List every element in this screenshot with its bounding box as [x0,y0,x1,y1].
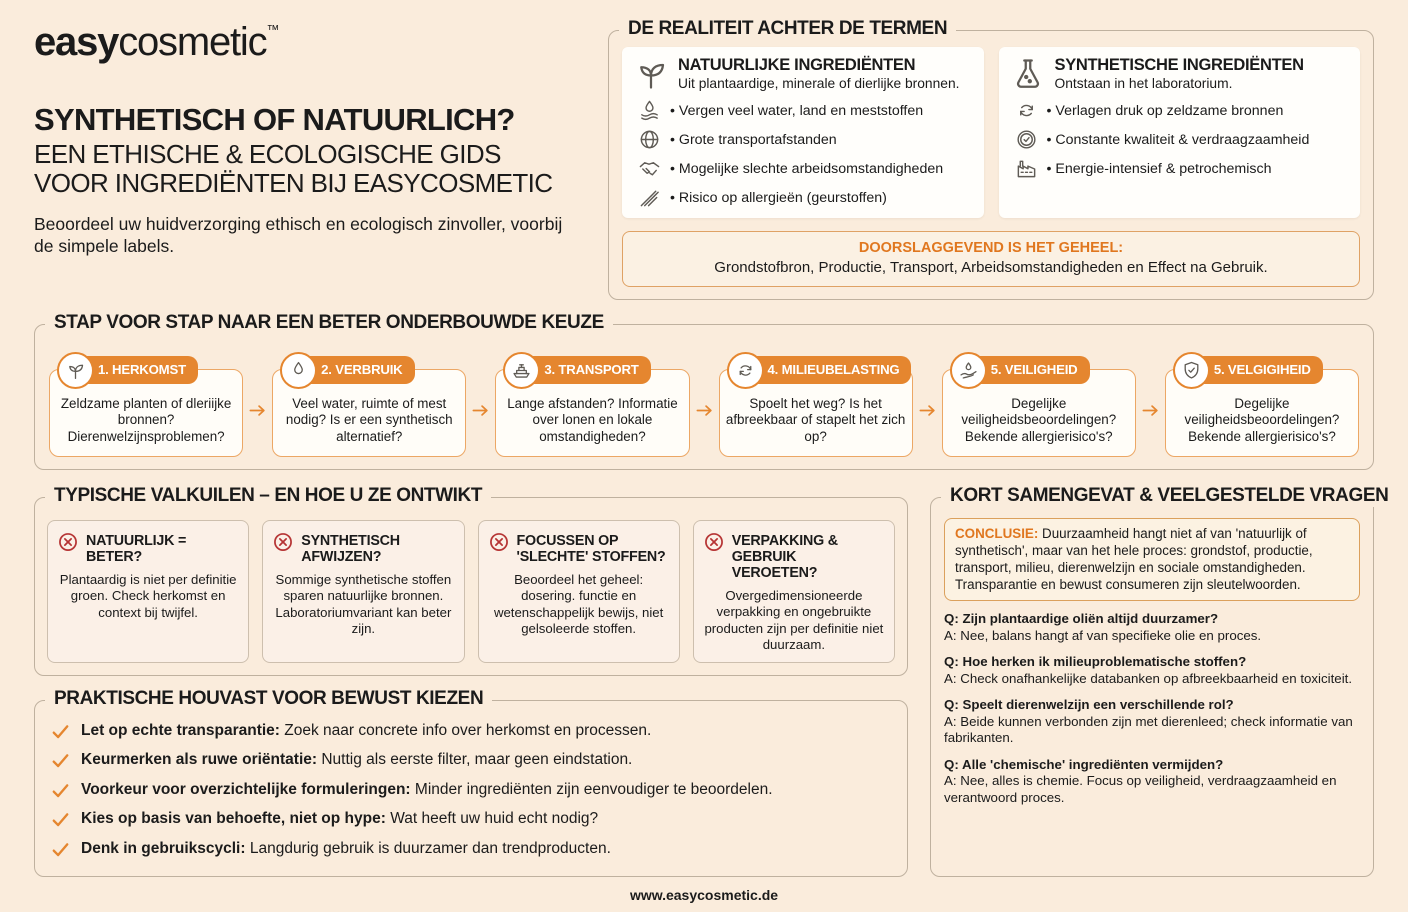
brand-logo-easy: easy [34,20,119,64]
section-faq-title: KORT SAMENGEVAT & VEELGESTELDE VRAGEN [941,485,1397,507]
section-steps [34,311,1374,470]
pitfall-title: NATUURLIJK = BETER? [86,532,187,565]
faq-answer: A: Nee, balans hangt af van specifieke olie en proces. [944,627,1262,643]
section-pitfalls [34,484,908,676]
sprout-icon [57,352,94,389]
ship-icon [503,352,540,389]
section-faq [930,484,1389,878]
list-item [1010,99,1350,122]
brand-logo [34,22,582,62]
pitfall-text: Overgedimensioneerde verpakking en ongebruikte producten zijn per definitie niet duurzaam. [704,587,884,653]
pitfall-card-verpakking-gebruik [693,520,895,663]
step-text: Zeldzame planten of dleriijke bronnen? Dierenwelzijnsproblemen? [60,395,232,445]
faq-question: Q: Alle 'chemische' ingrediënten vermijden? [944,756,1224,772]
synthetic-card-subtitle: Ontstaan in het laboratorium. [1054,76,1233,91]
pitfall-head [57,531,239,565]
bullet-text: • Vergen veel water, land en meststoffen [670,102,924,119]
pitfall-cards [47,520,895,663]
tip-bold: Keurmerken als ruwe oriëntatie: [81,751,318,769]
globe-transport-icon [638,128,661,151]
pitfall-card-synthetisch-afwijzen [262,520,464,663]
conclusion-box [944,518,1360,602]
synthetic-card-title: SYNTHETISCHE INGREDIËNTEN [1054,56,1304,74]
conclusion-text: Duurzaamheid hangt niet af van 'natuurlijk of synthetisch', maar van het hele proces: grondstof, productie, transport, milieu, dierenwelzijn en sociale omstandigheden. Transparantie en bewust consumeren zijn sleutelwoorden. [955,525,1313,592]
tip-text [81,780,773,799]
list-item [51,750,891,770]
step-label: 2. VERBRUIK [296,356,414,385]
tip-bold: Voorkeur voor overzichtelijke formuleringen: [81,780,411,798]
list-item [633,128,973,151]
x-circle-icon [272,531,294,553]
pitfall-text: Beoordeel het geheel: dosering. functie en wetenschappelijk bewijs, niet gelsoleerde stoffen. [493,571,664,637]
step-label: 5. VELGIGIHEID [1189,356,1323,385]
step-pill [727,352,912,389]
list-item [1010,157,1350,180]
step-pill [1173,352,1323,389]
faq-item [944,611,1360,644]
faq-question: Q: Hoe herken ik milieuproblematische stoffen? [944,654,1247,670]
list-item [51,721,891,741]
step-card-verbruik [272,361,466,457]
natural-card-subtitle: Uit plantaardige, minerale of dierlijke bronnen. [678,76,960,91]
list-item [633,186,973,209]
bullet-text: • Constante kwaliteit & verdraagzaamheid [1046,131,1310,148]
reality-cards [622,47,1360,218]
shield-check-icon [1173,352,1210,389]
list-item [51,780,891,800]
step-text: Degelijke veiligheidsbeoordelingen? Bekende allergierisico's? [961,395,1117,445]
list-item [51,809,891,829]
faq-question: Q: Zijn plantaardige oliën altijd duurzamer? [944,611,1219,627]
list-item [633,99,973,122]
top-row [34,16,1374,300]
faq-item [944,757,1360,806]
checkmark-icon [51,722,70,741]
arrow-right-icon [471,401,490,420]
tip-rest: Zoek naar concrete info over herkomst en processen. [279,721,652,739]
list-item [51,839,891,859]
section-tips [34,687,908,878]
x-circle-icon [488,531,510,553]
intro-block [34,16,582,300]
pitfall-title: SYNTHETISCH AFWIJZEN? [301,532,400,565]
arrow-right-icon [918,401,937,420]
bullet-text: • Risico op allergieën (geurstoffen) [670,189,887,206]
tip-text [81,721,651,740]
step-label: 1. HERKOMST [73,356,198,385]
natural-card-bullets [633,99,973,209]
x-circle-icon [57,531,79,553]
section-pitfalls-title: TYPISCHE VALKUILEN – EN HOE U ZE ONTWIKT [45,485,491,507]
bullet-text: • Verlagen druk op zeldzame bronnen [1046,102,1284,119]
brand-trademark: ™ [266,22,279,37]
natural-ingredients-card [622,47,984,218]
bottom-row [34,484,1389,878]
page-subtitle-line1: EEN ETHISCHE & ECOLOGISCHE GIDS [34,138,501,169]
check-circle-icon [1015,128,1038,151]
arrow-right-icon [1141,401,1160,420]
synthetic-card-heading [1055,56,1304,91]
faq-item [944,654,1360,687]
faq-question: Q: Speelt dierenwelzijn een verschillende rol? [944,697,1234,713]
tip-bold: Kies op basis van behoefte, niet op hype: [81,810,386,828]
factory-icon [1015,157,1038,180]
verdict-text: Grondstofbron, Productie, Transport, Arbeidsomstandigheden en Effect na Gebruik. [714,258,1268,276]
pitfall-title: VERPAKKING & GEBRUIK VEROETEN? [731,532,838,581]
pitfall-head [272,531,454,565]
section-reality [608,18,1374,300]
tip-text [81,809,598,828]
step-card-velgigiheid [1165,361,1359,457]
list-item [1010,128,1350,151]
handshake-icon [638,157,661,180]
sprout-icon [633,56,669,92]
hand-drop-icon [950,352,987,389]
tip-rest: Nuttig als eerste filter, maar geen eindstation. [317,751,633,769]
step-text: Spoelt het weg? Is het afbreekbaar of stapelt het zich op? [725,395,906,445]
verdict-highlight: DOORSLAGGEVEND IS HET GEHEEL: [858,240,1124,256]
section-reality-title: DE REALITEIT ACHTER DE TERMEN [619,18,956,40]
step-label: 4. MILIEUBELASTING [743,356,912,385]
page-subtitle [34,140,582,198]
page-title: SYNTHETISCH OF NATUURLICH? [34,102,515,137]
grass-allergy-icon [638,186,661,209]
footer-url: www.easycosmetic.de [629,887,779,904]
recycle-icon [727,352,764,389]
faq-answer: A: Nee, alles is chemie. Focus op veiligheid, verdraagzaamheid en verantwoord proces. [944,773,1337,805]
page-subtitle-line2: VOOR INGREDIËNTEN BIJ EASYCOSMETIC [34,167,553,198]
tip-text [81,750,632,769]
tip-rest: Langdurig gebruik is duurzamer dan trendproducten. [245,839,611,857]
step-card-herkomst [49,361,243,457]
tip-rest: Minder ingrediënten zijn eenvoudiger te beoordelen. [410,780,773,798]
step-card-milieubelasting [719,361,913,457]
steps-row [49,353,1359,457]
tip-text [81,839,611,858]
pitfall-head [488,531,670,565]
pitfall-card-natuurlijk-beter [47,520,249,663]
section-tips-title: PRAKTISCHE HOUVAST VOOR BEWUST KIEZEN [45,688,492,710]
step-pill [950,352,1090,389]
step-text: Veel water, ruimte of mest nodig? Is er een synthetisch alternatief? [285,395,453,445]
synthetic-ingredients-card [999,47,1361,218]
x-circle-icon [703,531,725,553]
pitfall-head [703,531,885,581]
bullet-text: • Energie-intensief & petrochemisch [1046,160,1272,177]
bullet-text: • Grote transportafstanden [670,131,837,148]
checkmark-icon [51,840,70,859]
pitfall-card-focussen-slechte-stoffen [478,520,680,663]
synthetic-card-bullets [1010,99,1350,180]
arrow-right-icon [248,401,267,420]
faq-item [944,697,1360,746]
step-pill [503,352,650,389]
pitfall-text: Plantaardig is niet per definitie groen. Check herkomst en context bij twijfel. [59,571,237,620]
checkmark-icon [51,810,70,829]
verdict-box [622,231,1360,287]
conclusion-highlight: CONCLUSIE: [955,525,1039,541]
synthetic-card-header [1010,56,1350,92]
step-card-veiligheid [942,361,1136,457]
natural-card-header [633,56,973,92]
flask-icon [1010,56,1046,92]
intro-description: Beoordeel uw huidverzorging ethisch en ecologisch zinvoller, voorbij de simpele labels. [34,213,563,257]
faq-answer: A: Beide kunnen verbonden zijn met dierenleed; check informatie van fabrikanten. [944,713,1353,746]
step-text: Degelijke veiligheidsbeoordelingen? Bekende allergierisico's? [1184,395,1340,445]
step-text: Lange afstanden? Informatie over lonen en lokale omstandigheden? [507,395,678,445]
recycle-icon [1015,99,1038,122]
checkmark-icon [51,781,70,800]
bottom-left-column [34,484,908,878]
step-pill [280,352,414,389]
pitfall-text: Sommige synthetische stoffen sparen natuurlijke bronnen. Laboratoriumvariant kan beter zijn. [275,571,452,637]
bullet-text: • Mogelijke slechte arbeidsomstandigheden [670,160,944,177]
water-drop-waves-icon [638,99,661,122]
natural-card-title: NATUURLIJKE INGREDIËNTEN [678,56,916,74]
tip-rest: Wat heeft uw huid echt nodig? [385,810,599,828]
step-label: 5. VEILIGHEID [966,356,1090,385]
tip-bold: Denk in gebruikscycli: [81,839,246,857]
step-pill [57,352,198,389]
section-steps-title: STAP VOOR STAP NAAR EEN BETER ONDERBOUWDE KEUZE [45,312,613,334]
tip-bold: Let op echte transparantie: [81,721,280,739]
brand-logo-cosmetic: cosmetic [118,20,267,64]
natural-card-heading [678,56,959,91]
list-item [633,157,973,180]
arrow-right-icon [695,401,714,420]
step-label: 3. TRANSPORT [519,356,650,385]
step-card-transport [495,361,689,457]
water-drop-icon [280,352,317,389]
faq-answer: A: Check onafhankelijke databanken op afbreekbaarheid en toxiciteit. [944,670,1353,686]
pitfall-title: FOCUSSEN OP 'SLECHTE' STOFFEN? [516,532,666,565]
